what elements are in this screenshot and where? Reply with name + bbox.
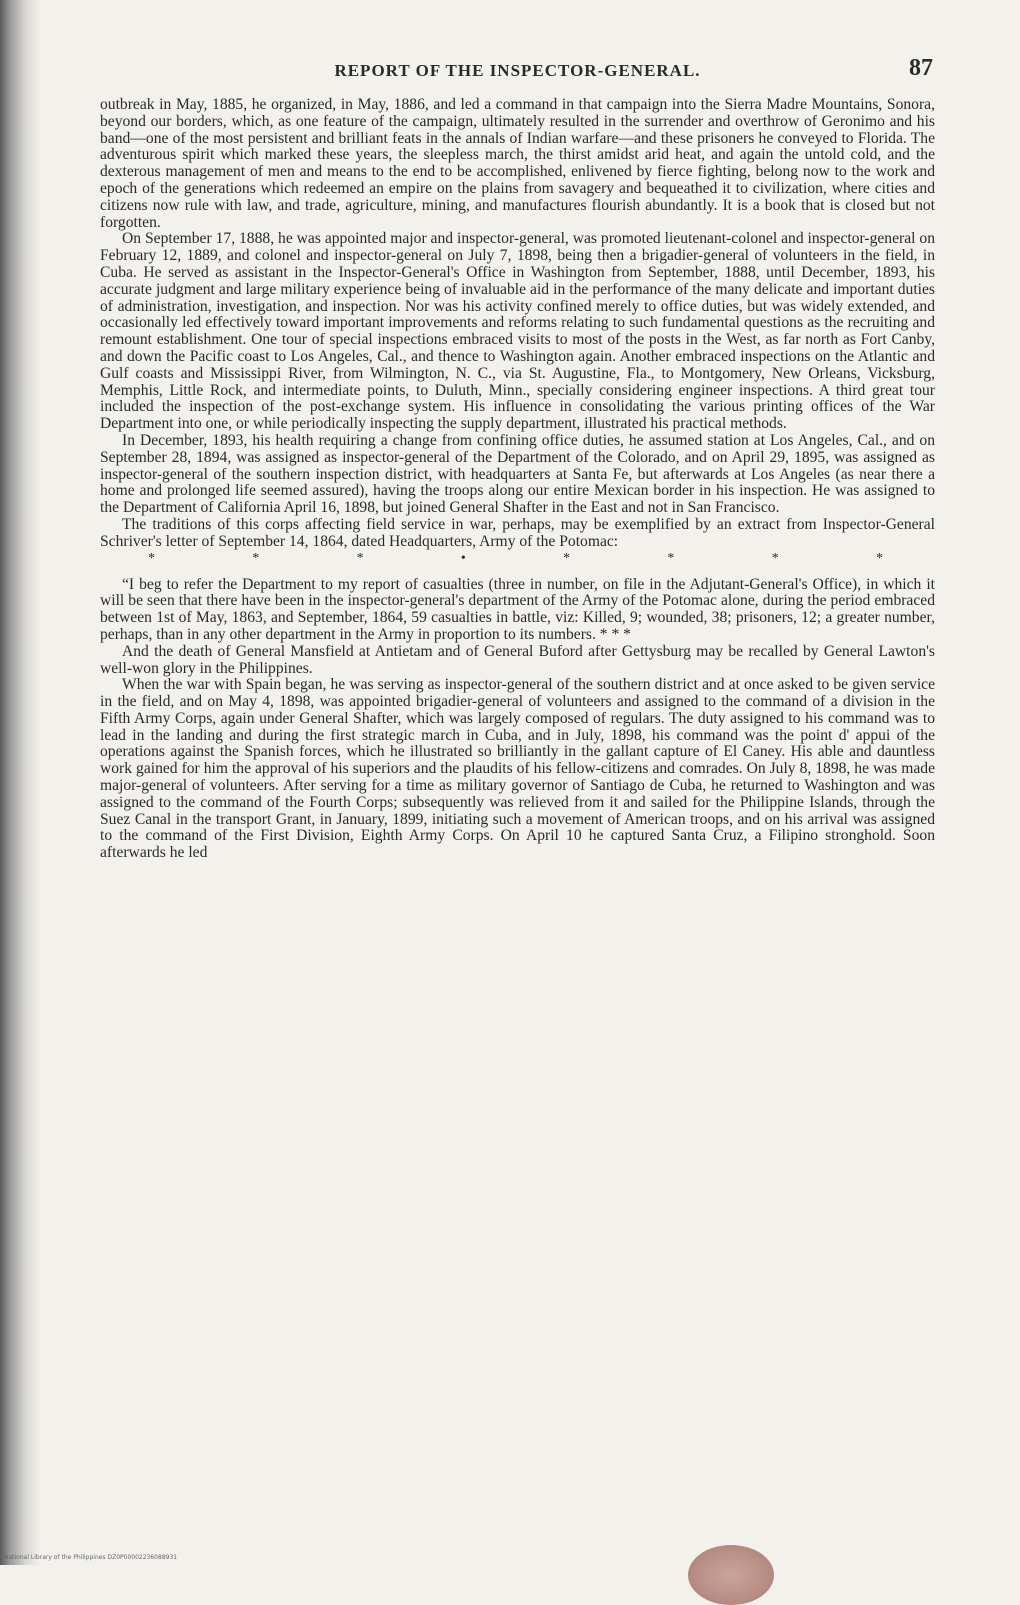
paragraph-4: The traditions of this corps affecting field service in war, perhaps, may be exemplified by an extract from Inspector-General Schriver's letter of September 14, 1864, dated Headquarters, Army of the Potomac: [100,515,935,550]
paragraph-6: When the war with Spain began, he was serving as inspector-general of the southern district and at once asked to be given service in the field, and on May 4, 1898, was appointed brigadier-general of volunteers and assigned to the command of a division in the Fifth Army Corps, again under General Shafter, which was largely composed of regulars. The duty assigned to his command was to lead in the landing and during the first strategic march in Cuba, and in July, 1898, his command was the point d' appui of the operations against the Spanish forces, which he illustrated so brilliantly in the gallant capture of El Caney. His able and dauntless work gained for him the approval of his superiors and the plaudits of his fellow-citizens and comrades. On July 8, 1898, he was made major-general of volunteers. After serving for a time as military governor of Santiago de Cuba, he returned to Washington and was assigned to the command of the Fourth Corps; subsequently was relieved from it and sailed for the Philippine Islands, through the Suez Canal in the transport Grant, in January, 1899, initiating such a movement of American troops, and on his arrival was assigned to the command of the First Division, Eighth Army Corps. On April 10 he captured Santa Cruz, a Filipino stronghold. Soon afterwards he led [100,676,935,862]
star-mark: * [356,550,366,566]
star-mark: * [771,550,781,566]
star-mark: * [563,550,573,566]
paragraph-5: And the death of General Mansfield at Antietam and of General Buford after Gettysburg may be recalled by General Lawton's well-won glory in the Philippines. [100,642,935,677]
page-header [100,55,935,89]
ellipsis-stars [100,551,935,567]
scanner-thumb [688,1545,774,1605]
body-text [100,97,935,862]
star-mark: * [252,550,262,566]
running-head: REPORT OF THE INSPECTOR-GENERAL. [334,61,701,80]
star-mark: • [460,550,468,566]
book-binding-shadow [0,0,40,1565]
library-credit: National Library of the Philippines DZ0P00002236088931 [4,1554,178,1561]
paragraph-2: On September 17, 1888, he was appointed major and inspector-general, was promoted lieutenant-colonel and inspector-general on February 12, 1889, and colonel and inspector-general on July 7, 1898, being then a brigadier-general of volunteers in the field, in Cuba. He served as assistant in the Inspector-General's Office in Washington from September, 1888, until December, 1893, his accurate judgment and large military experience being of invaluable aid in the performance of the many delicate and important duties of administration, investigation, and inspection. Nor was his activity confined merely to office duties, but was widely extended, and occasionally led effectively toward important improvements and reforms relating to such fundamental questions as the recruiting and remount establishment. One tour of special inspections embraced visits to most of the posts in the West, as far north as Fort Canby, and down the Pacific coast to Los Angeles, Cal., and thence to Washington again. Another embraced inspections on the Atlantic and Gulf coasts and Mississippi River, from Wilmington, N. C., via St. Augustine, Fla., to Montgomery, New Orleans, Vicksburg, Memphis, Little Rock, and intermediate points, to Duluth, Minn., specially considering engineer inspections. A third great tour included the inspection of the post-exchange system. His influence in consolidating the various printing offices of the War Department into one, or while periodically inspecting the supply department, illustrated his practical methods. [100,230,935,433]
document-page [100,55,935,862]
star-mark: * [667,550,677,566]
paragraph-3: In December, 1893, his health requiring a change from confining office duties, he assumed station at Los Angeles, Cal., and on September 28, 1894, was assigned as inspector-general of the Department of the Colorado, and on April 29, 1895, was assigned as inspector-general of the southern inspection district, with headquarters at Santa Fe, but afterwards at Los Angeles (as near there a home and prolonged life seemed assured), having the troops along our entire Mexican border in his inspection. He was assigned to the Department of California April 16, 1898, but joined General Shafter in the East and not in San Francisco. [100,431,935,517]
star-mark: * [148,550,157,566]
page-number: 87 [909,55,933,81]
quote-paragraph: “I beg to refer the Department to my report of casualties (three in number, on file in the Adjutant-General's Office), in which it will be seen that there have been in the inspector-general's department of the Army of the Potomac alone, during the period embraced between 1st of May, 1863, and September, 1864, 59 casualties in battle, viz: Killed, 9; wounded, 38; prisoners, 12; a greater number, perhaps, than in any other department in the Army in proportion to its numbers. * * * [100,575,935,643]
paragraph-1: outbreak in May, 1885, he organized, in May, 1886, and led a command in that campaign into the Sierra Madre Mountains, Sonora, beyond our borders, which, as one feature of the campaign, ultimately resulted in the surrender and overthrow of Geronimo and his band—one of the most persistent and brilliant feats in the annals of Indian warfare—and these prisoners he conveyed to Florida. The adventurous spirit which marked these years, the sleepless march, the thirst amidst arid heat, and again the untold cold, and the dexterous management of men and means to the end to be accomplished, enlivened by fierce fighting, belong now to the work and epoch of the generations which redeemed an empire on the plains from savagery and bequeathed it to civilization, where cities and citizens now rule with law, and trade, agriculture, mining, and manufactures flourish abundantly. It is a book that is closed but not forgotten. [100,96,935,231]
block-quote [100,577,935,644]
star-mark: * [875,550,885,566]
